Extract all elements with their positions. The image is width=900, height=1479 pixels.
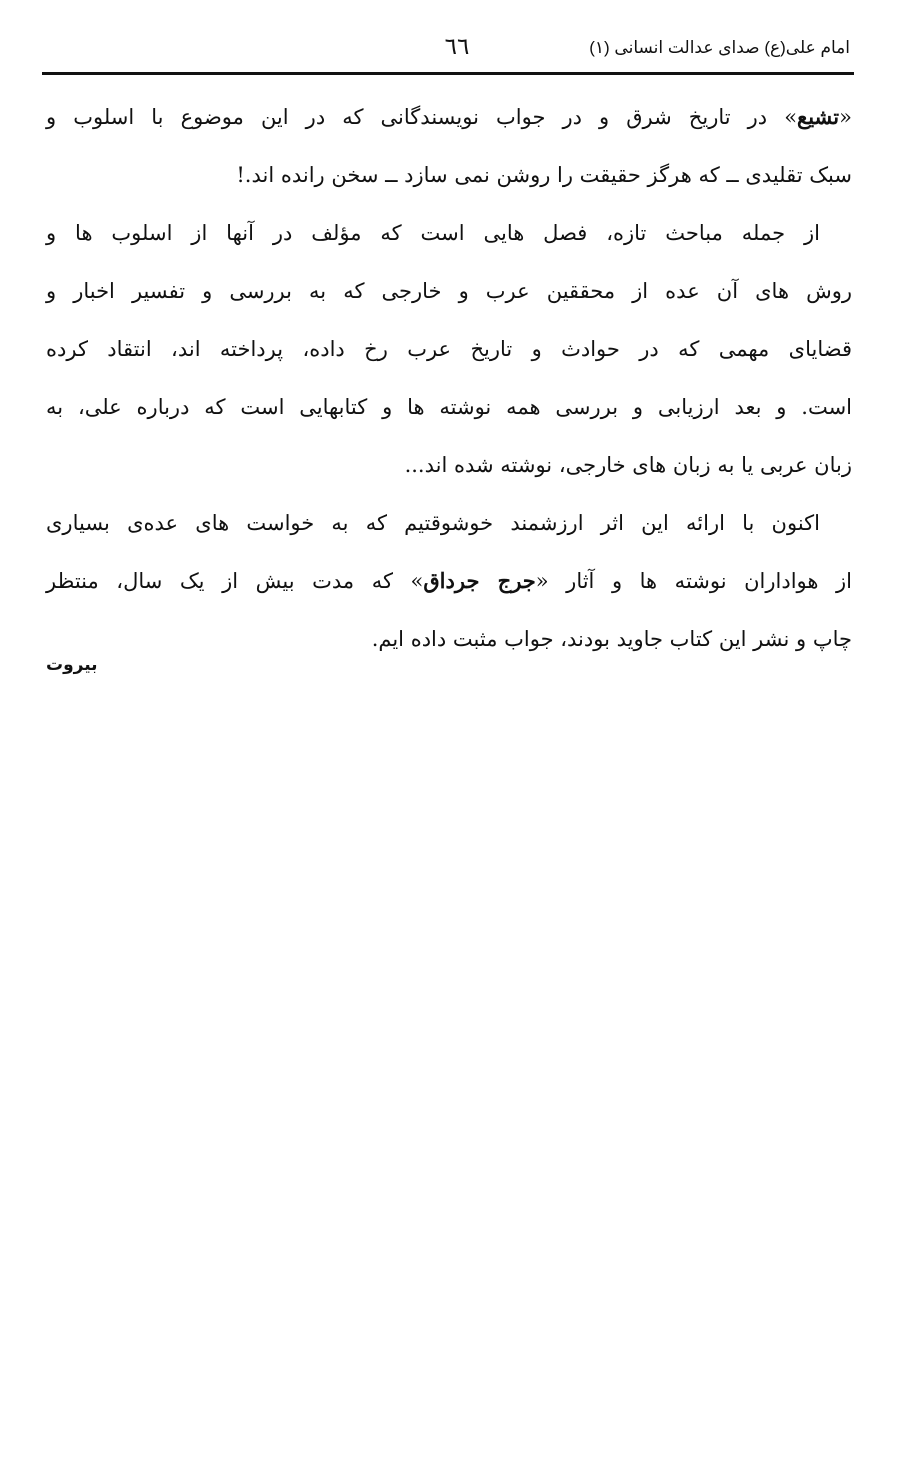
page-body (46, 88, 852, 668)
body-line-6: است. و بعد ارزیابی و بررسی همه نوشته ها و کتابهایی است که درباره علی، به (46, 395, 852, 419)
bold-author-name: جرج جرداق (423, 568, 536, 593)
body-line-9-text-before: از هواداران نوشته ها و آثار « (535, 569, 852, 593)
body-line-4: روش های آن عده از محققین عرب و خارجی که به بررسی و تفسیر اخبار و (46, 279, 852, 303)
page-header (42, 30, 854, 75)
page-number: ٦٦ (444, 34, 470, 60)
body-line-10: چاپ و نشر این کتاب جاوید بودند، جواب مثبت داده ایم. (371, 627, 852, 651)
signature-place: بیروت (46, 655, 98, 674)
body-line-7: زبان عربی یا به زبان های خارجی، نوشته شده اند... (404, 453, 852, 477)
body-line-1-text: » در تاریخ شرق و در جواب نویسندگانی که در این موضوع با اسلوب و (46, 105, 798, 129)
body-line-2: سبک تقلیدی ــ که هرگز حقیقت را روشن نمی سازد ــ سخن رانده اند.! (236, 163, 852, 187)
quote-open: « (839, 105, 852, 129)
body-line-3: از جمله مباحث تازه، فصل هایی است که مؤلف در آنها از اسلوب ها و (46, 221, 820, 245)
body-line-5: قضایای مهمی که در حوادث و تاریخ عرب رخ داده، پرداخته اند، انتقاد کرده (46, 337, 852, 361)
body-line-1 (46, 88, 852, 146)
bold-term-tashayyo: تشیع (797, 104, 840, 129)
body-line-9 (46, 552, 852, 610)
body-line-8: اکنون با ارائه این اثر ارزشمند خوشوقتیم که به خواست های عده‌ی بسیاری (46, 511, 820, 535)
body-line-9-text-after: » که مدت بیش از یک سال، منتظر (46, 569, 424, 593)
running-title: امام علی(ع) صدای عدالت انسانی (۱) (589, 38, 850, 57)
